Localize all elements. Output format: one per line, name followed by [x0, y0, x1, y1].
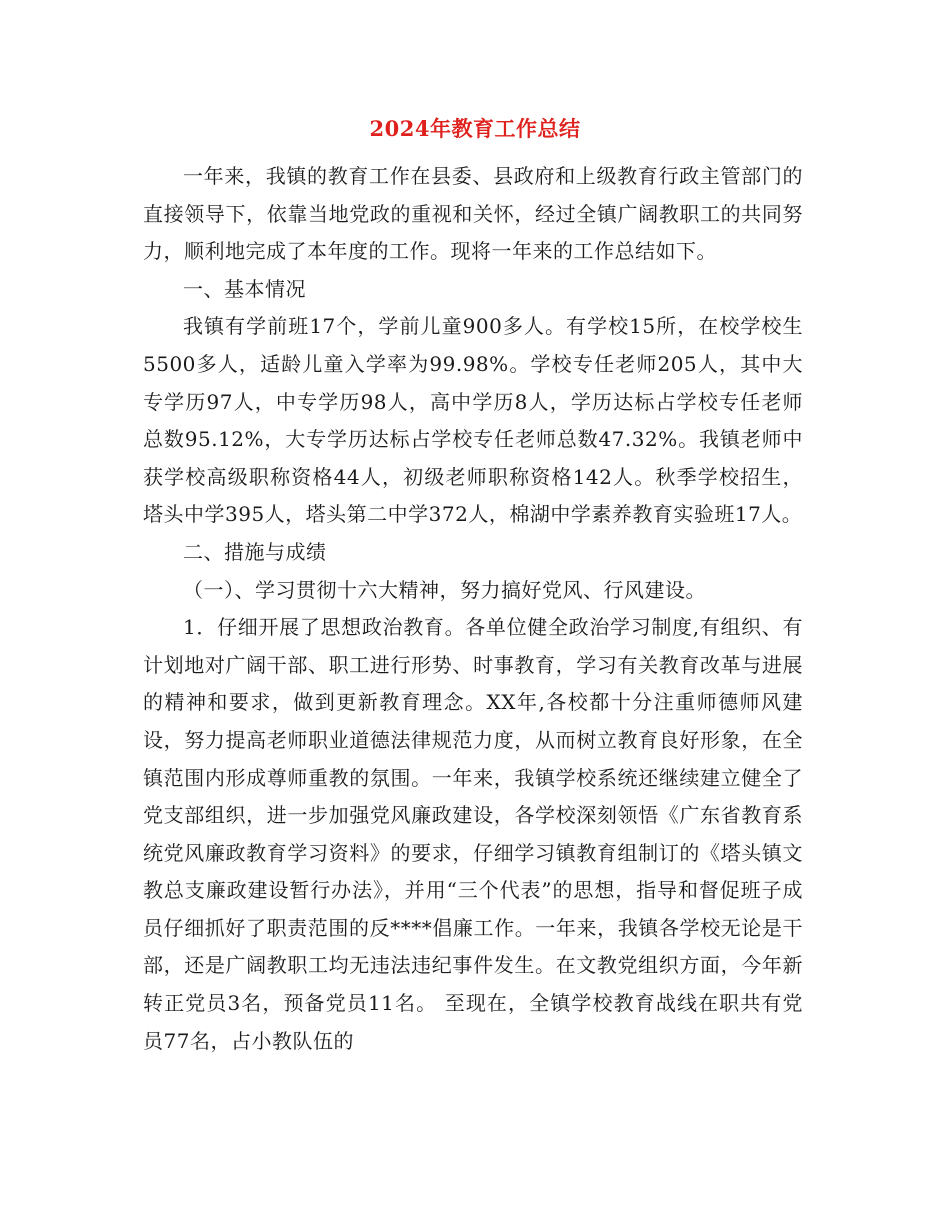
measures-paragraph-1: 1．仔细开展了思想政治教育。各单位健全政治学习制度,有组织、有计划地对广阔干部、职工进行形势、时事教育，学习有关教育改革与进展的精神和要求，做到更新教育理念。XX年,各校都十分注重师德师风建设，努力提高老师职业道德法律规范力度，从而树立教育良好形象，在全镇范围内形成尊师重教的氛围。一年来，我镇学校系统还继续建立健全了党支部组织，进一步加强党风廉政建设，各学校深刻领悟《广东省教育系统党风廉政教育学习资料》的要求，仔细学习镇教育组制订的《塔头镇文教总支廉政建设暂行办法》，并用“三个代表”的思想，指导和督促班子成员仔细抓好了职责范围的反****倡廉工作。一年来，我镇各学校无论是干部，还是广阔教职工均无违法违纪事件发生。在文教党组织方面，今年新转正党员3名，预备党员11名。 至现在，全镇学校教育战线在职共有党员77名，占小教队伍的 — [143, 615, 803, 1053]
document-title: 2024年教育工作总结 — [369, 116, 581, 141]
subsection-heading-one: （一）、学习贯彻十六大精神，努力搞好党风、行风建设。 — [183, 577, 706, 602]
section-heading-basic-situation: 一、基本情况 — [183, 276, 306, 301]
section-heading-measures: 二、措施与成绩 — [183, 539, 327, 564]
document-body — [143, 158, 803, 1060]
basic-situation-paragraph: 我镇有学前班17个，学前儿童900多人。有学校15所，在校学校生5500多人，适龄儿童入学率为99.98%。学校专任老师205人，其中大专学历97人，中专学历98人，高中学历8人，学历达标占学校专任老师总数95.12%，大专学历达标占学校专任老师总数47.32%。我镇老师中获学校高级职称资格44人，初级老师职称资格142人。秋季学校招生，塔头中学395人，塔头第二中学372人，棉湖中学素养教育实验班17人。 — [143, 314, 803, 527]
intro-paragraph: 一年来，我镇的教育工作在县委、县政府和上级教育行政主管部门的直接领导下，依靠当地党政的重视和关怀，经过全镇广阔教职工的共同努力，顺利地完成了本年度的工作。现将一年来的工作总结如下。 — [143, 164, 803, 264]
